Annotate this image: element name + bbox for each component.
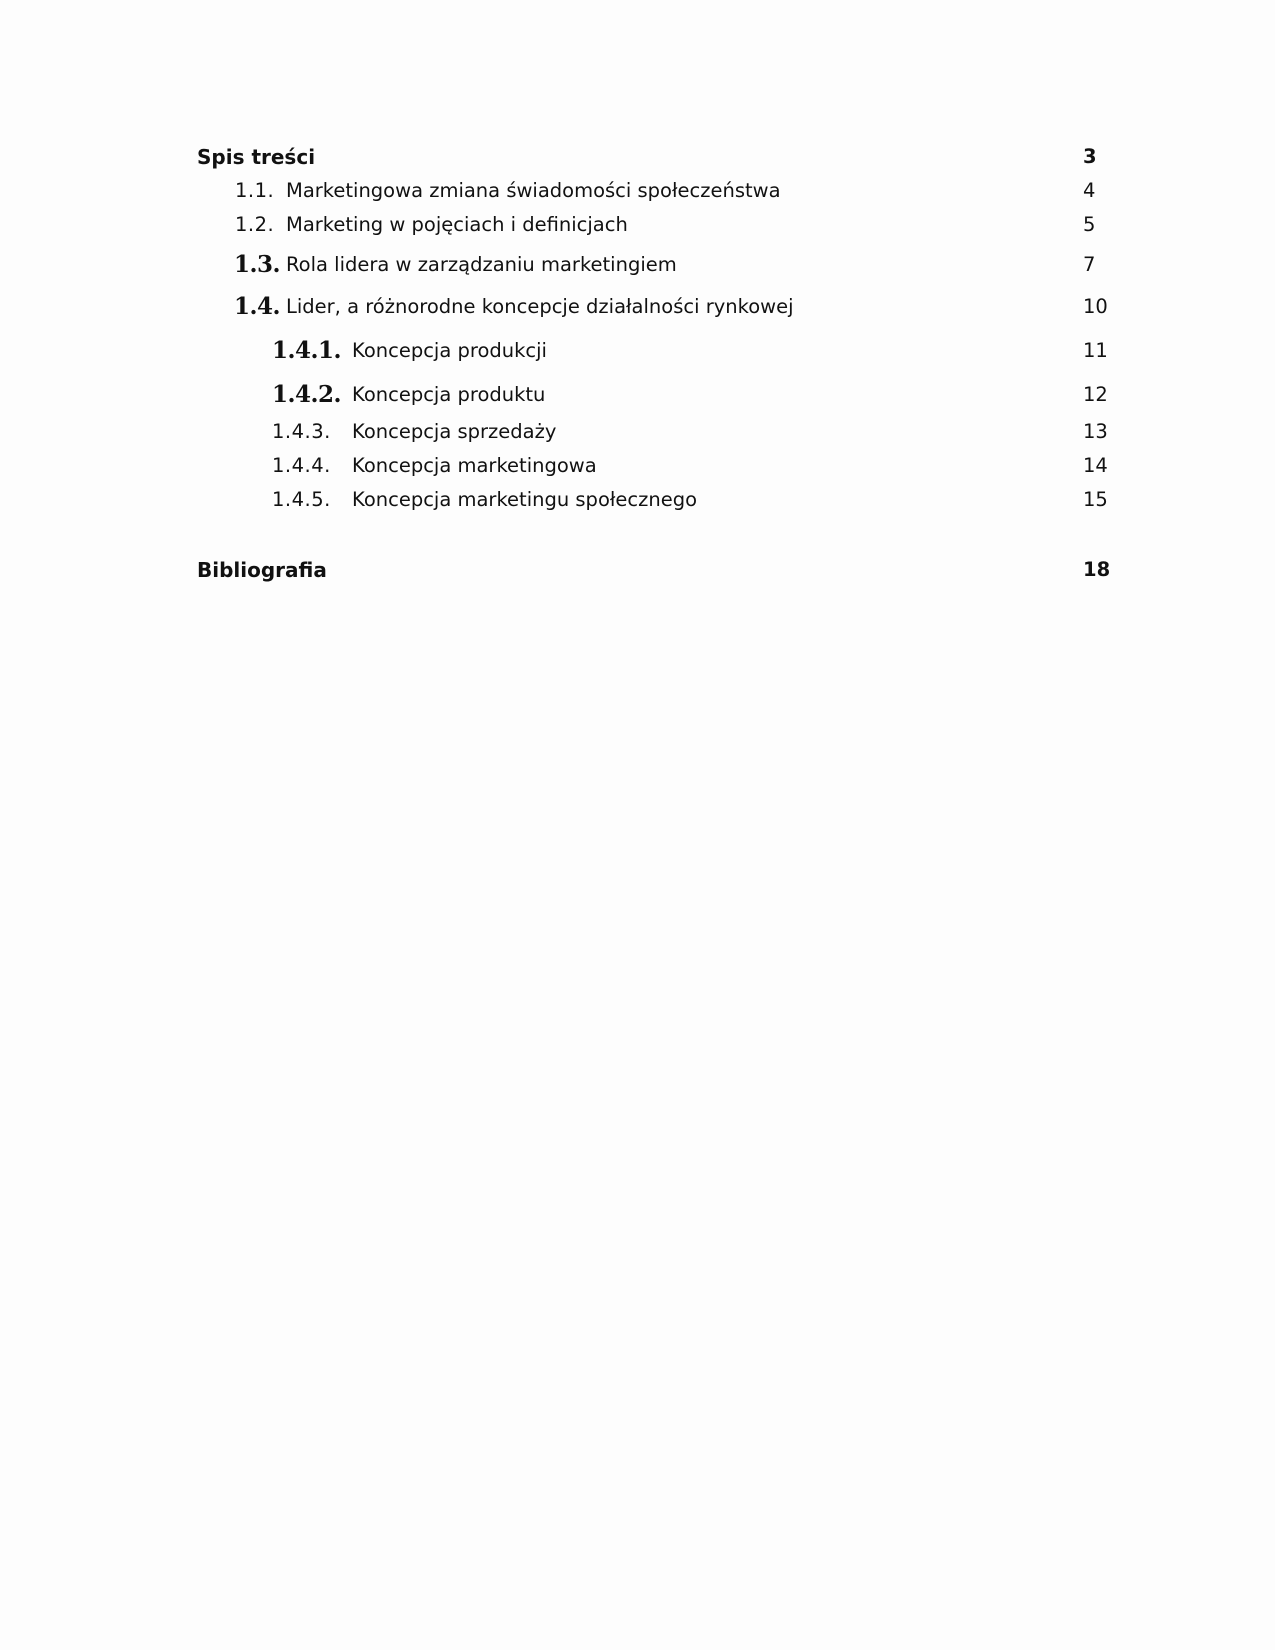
toc-entry[interactable] xyxy=(0,292,1275,322)
toc-entry[interactable] xyxy=(0,417,1275,447)
toc-entry[interactable] xyxy=(0,380,1275,410)
bibliography-page: 18 xyxy=(1083,558,1111,581)
toc-entry-title[interactable]: Marketing w pojęciach i definicjach xyxy=(286,213,628,236)
toc-entry-page: 10 xyxy=(1083,295,1108,318)
toc-entry-number: 1.4.3. xyxy=(272,420,331,443)
toc-entry[interactable] xyxy=(0,451,1275,481)
toc-bibliography-row[interactable] xyxy=(0,555,1275,585)
toc-entry-title[interactable]: Koncepcja marketingowa xyxy=(352,454,597,477)
toc-heading-row xyxy=(0,142,1275,172)
toc-entry-title[interactable]: Marketingowa zmiana świadomości społeczeństwa xyxy=(286,179,781,202)
toc-entry-page: 12 xyxy=(1083,383,1108,406)
toc-entry-number: 1.3. xyxy=(234,251,281,278)
toc-entry-page: 5 xyxy=(1083,213,1096,236)
toc-entry[interactable] xyxy=(0,336,1275,366)
toc-entry[interactable] xyxy=(0,485,1275,515)
toc-entry-number: 1.1. xyxy=(235,179,275,202)
toc-entry-page: 13 xyxy=(1083,420,1108,443)
toc-entry-title[interactable]: Rola lidera w zarządzaniu marketingiem xyxy=(286,253,677,276)
toc-entry-page: 7 xyxy=(1083,253,1096,276)
toc-title: Spis treści xyxy=(197,145,316,169)
toc-entry-number: 1.4.1. xyxy=(272,337,342,364)
toc-title-page: 3 xyxy=(1083,145,1097,168)
toc-entry-number: 1.4.4. xyxy=(272,454,331,477)
toc-entry-page: 11 xyxy=(1083,339,1108,362)
toc-entry-title[interactable]: Koncepcja marketingu społecznego xyxy=(352,488,698,511)
toc-entry-page: 15 xyxy=(1083,488,1108,511)
bibliography-title[interactable]: Bibliografia xyxy=(197,558,327,582)
toc-entry-number: 1.2. xyxy=(235,213,275,236)
toc-entry[interactable] xyxy=(0,250,1275,280)
toc-entry-title[interactable]: Koncepcja produkcji xyxy=(352,339,547,362)
toc-entry-page: 4 xyxy=(1083,179,1096,202)
toc-entry-number: 1.4.2. xyxy=(272,381,342,408)
toc-entry-number: 1.4.5. xyxy=(272,488,331,511)
toc-entry[interactable] xyxy=(0,210,1275,240)
toc-entry-title[interactable]: Koncepcja produktu xyxy=(352,383,546,406)
toc-entry-title[interactable]: Lider, a różnorodne koncepcje działalności rynkowej xyxy=(286,295,794,318)
toc-entry-page: 14 xyxy=(1083,454,1108,477)
toc-entry-number: 1.4. xyxy=(234,293,281,320)
toc-entry-title[interactable]: Koncepcja sprzedaży xyxy=(352,420,557,443)
toc-entry[interactable] xyxy=(0,176,1275,206)
